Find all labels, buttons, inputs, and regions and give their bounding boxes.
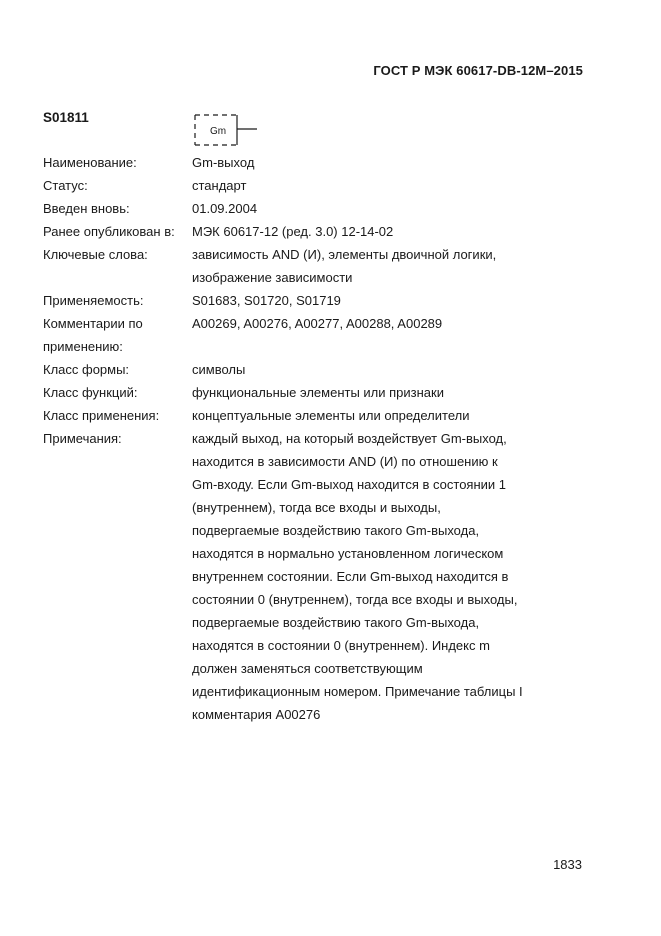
field-label-line: Комментарии по bbox=[43, 316, 143, 331]
field-label: Класс функций: bbox=[43, 385, 138, 400]
field-row bbox=[43, 220, 583, 243]
field-label: Примечания: bbox=[43, 431, 122, 446]
page-number: 1833 bbox=[553, 857, 582, 872]
field-value-line: функциональные элементы или признаки bbox=[192, 385, 444, 400]
field-row bbox=[43, 358, 583, 381]
field-label-line: применению: bbox=[43, 339, 123, 354]
field-label: Применяемость: bbox=[43, 293, 144, 308]
standard-title: ГОСТ Р МЭК 60617-DB-12M–2015 bbox=[373, 63, 583, 78]
field-value-line: A00269, A00276, A00277, A00288, A00289 bbox=[192, 316, 443, 331]
field-label: Класс применения: bbox=[43, 408, 160, 423]
symbol-label: Gm bbox=[210, 126, 227, 137]
field-value-line: комментария A00276 bbox=[192, 707, 321, 722]
field-value bbox=[192, 174, 542, 197]
field-value bbox=[192, 220, 542, 243]
field-value bbox=[192, 289, 542, 312]
field-value bbox=[192, 197, 542, 220]
field-value-line: Gm-выход bbox=[192, 155, 255, 170]
field-label: Ранее опубликован в: bbox=[43, 224, 175, 239]
field-row bbox=[43, 151, 583, 174]
field-list bbox=[43, 151, 583, 726]
field-value bbox=[192, 243, 542, 289]
field-label: Класс формы: bbox=[43, 362, 130, 377]
field-value-line: символы bbox=[192, 362, 246, 377]
field-value-line: подвергаемые воздействию такого Gm-выхода, bbox=[192, 523, 480, 538]
field-value-line: находятся в состоянии 0 (внутреннем). Индекс m bbox=[192, 638, 490, 653]
field-value-line: S01683, S01720, S01719 bbox=[192, 293, 341, 308]
field-value-line: изображение зависимости bbox=[192, 270, 353, 285]
field-value-line: 01.09.2004 bbox=[192, 201, 258, 216]
field-label: Наименование: bbox=[43, 155, 137, 170]
field-row bbox=[43, 381, 583, 404]
field-row bbox=[43, 404, 583, 427]
field-value-line: находится в зависимости AND (И) по отношению к bbox=[192, 454, 498, 469]
field-label bbox=[43, 312, 192, 358]
field-value bbox=[192, 404, 542, 427]
field-value-line: зависимость AND (И), элементы двоичной логики, bbox=[192, 247, 497, 262]
field-value bbox=[192, 312, 542, 358]
field-value-line: (внутреннем), тогда все входы и выходы, bbox=[192, 500, 441, 515]
field-label: Введен вновь: bbox=[43, 201, 130, 216]
field-value-line: идентификационным номером. Примечание таблицы I bbox=[192, 684, 523, 699]
field-row bbox=[43, 243, 583, 289]
entry-code: S01811 bbox=[43, 110, 89, 125]
field-value-line: каждый выход, на который воздействует Gm-выход, bbox=[192, 431, 507, 446]
gm-output-symbol bbox=[193, 111, 263, 147]
field-row bbox=[43, 312, 583, 358]
field-value bbox=[192, 151, 542, 174]
field-row bbox=[43, 427, 583, 726]
field-label: Статус: bbox=[43, 178, 88, 193]
field-value-line: МЭК 60617-12 (ред. 3.0) 12-14-02 bbox=[192, 224, 394, 239]
field-value-line: находятся в нормально установленном логическом bbox=[192, 546, 504, 561]
field-value-line: концептуальные элементы или определители bbox=[192, 408, 470, 423]
field-value-line: стандарт bbox=[192, 178, 247, 193]
field-value-line: внутреннем состоянии. Если Gm-выход находится в bbox=[192, 569, 509, 584]
field-label: Ключевые слова: bbox=[43, 247, 148, 262]
field-value-line: состоянии 0 (внутреннем), тогда все входы и выходы, bbox=[192, 592, 518, 607]
field-value bbox=[192, 358, 542, 381]
field-value bbox=[192, 381, 542, 404]
field-row bbox=[43, 197, 583, 220]
field-value-line: подвергаемые воздействию такого Gm-выхода, bbox=[192, 615, 480, 630]
field-row bbox=[43, 289, 583, 312]
field-value bbox=[192, 427, 542, 726]
field-value-line: Gm-входу. Если Gm-выход находится в состоянии 1 bbox=[192, 477, 507, 492]
field-value-line: должен заменяться соответствующим bbox=[192, 661, 423, 676]
field-row bbox=[43, 174, 583, 197]
